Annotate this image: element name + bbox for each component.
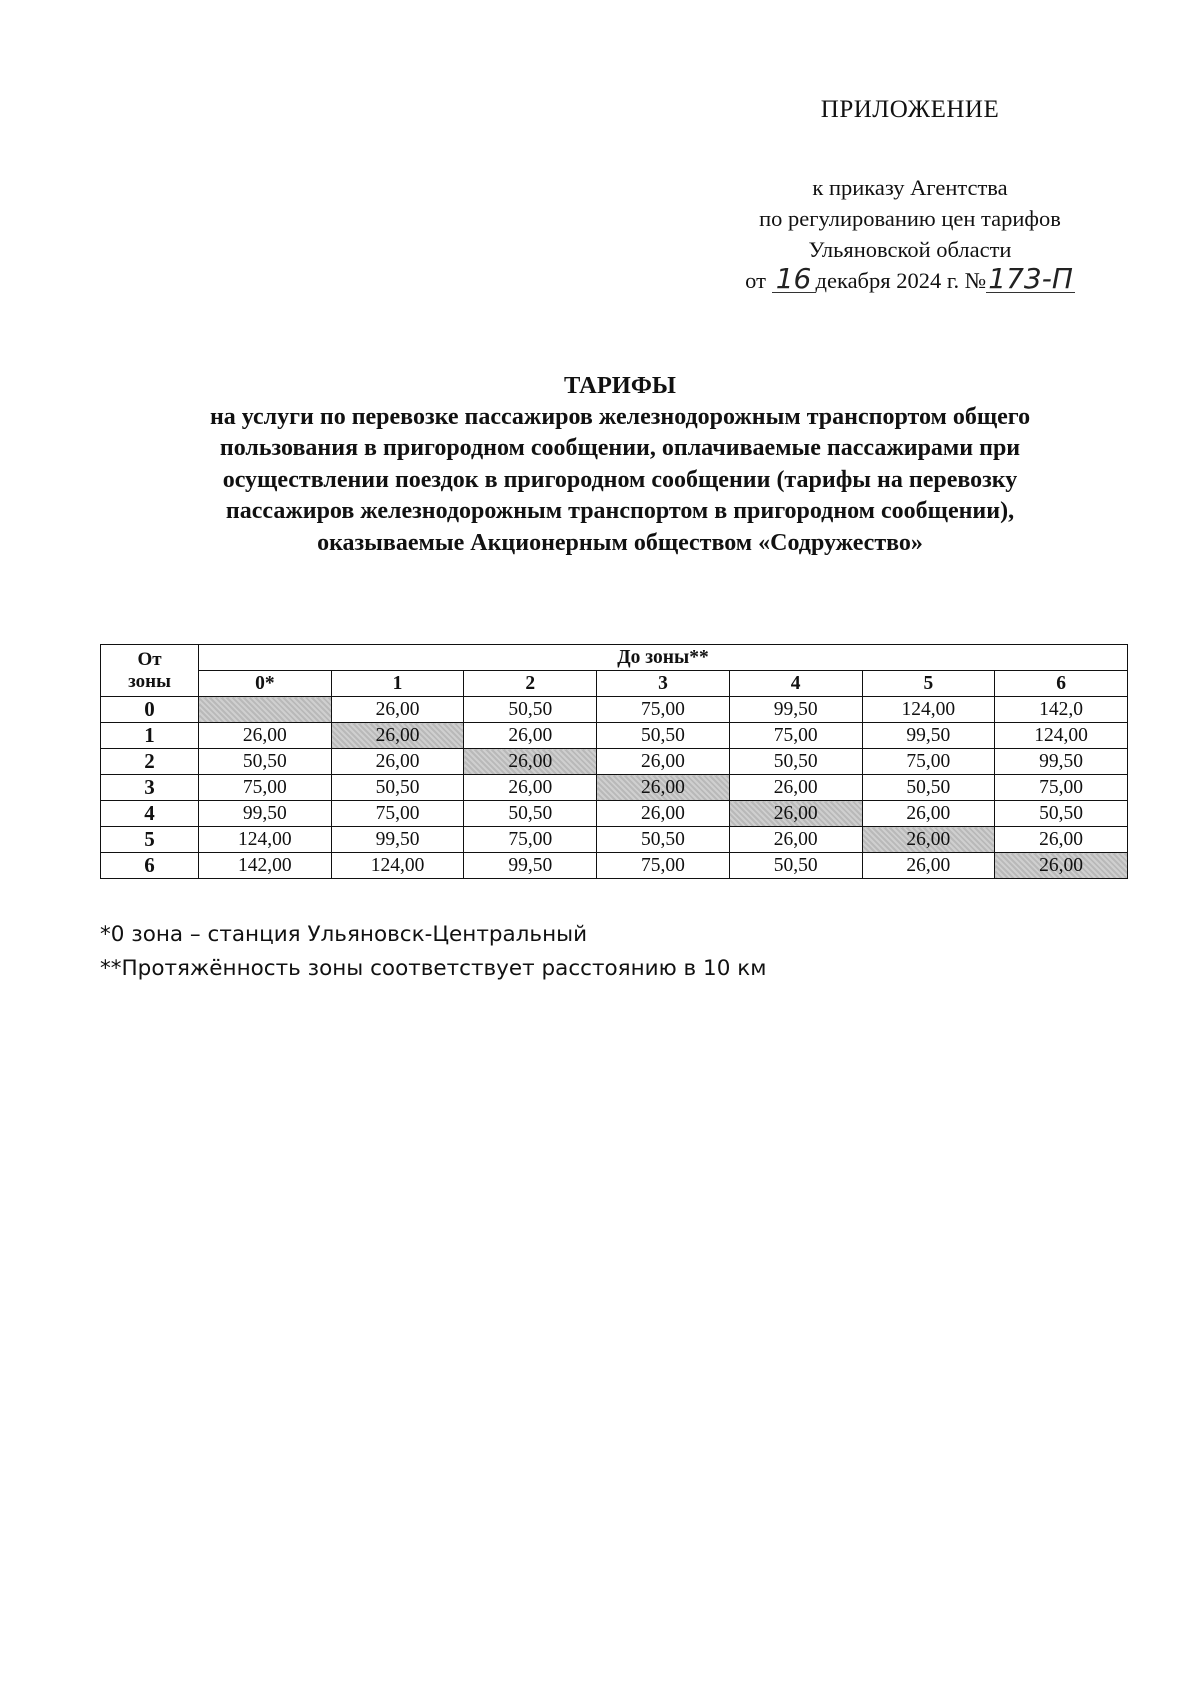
tariff-cell: 26,00: [464, 723, 597, 749]
handwritten-order-number: 173-П: [988, 262, 1073, 295]
row-zone-label: 5: [101, 827, 199, 853]
column-header: 2: [464, 671, 597, 697]
tariff-cell: 75,00: [199, 775, 332, 801]
tariff-cell: 99,50: [995, 749, 1128, 775]
to-zone-header: До зоны**: [199, 645, 1128, 671]
column-header: 4: [729, 671, 862, 697]
tariff-cell: 26,00: [995, 853, 1128, 879]
tariff-cell: 26,00: [729, 801, 862, 827]
row-zone-label: 2: [101, 749, 199, 775]
tariff-cell: 50,50: [729, 749, 862, 775]
tariff-cell: 50,50: [597, 827, 730, 853]
tariff-cell: 26,00: [729, 775, 862, 801]
tariff-cell: 142,00: [199, 853, 332, 879]
order-line-3: Ульяновской области: [808, 237, 1012, 262]
tariff-cell: 26,00: [862, 827, 995, 853]
tariff-table: [100, 644, 1128, 879]
tariff-cell: 26,00: [464, 775, 597, 801]
table-row: [101, 853, 1128, 879]
tariff-cell: 75,00: [597, 697, 730, 723]
tariff-cell: 50,50: [199, 749, 332, 775]
tariff-cell: 26,00: [331, 697, 464, 723]
tariff-cell: 50,50: [729, 853, 862, 879]
column-header: 3: [597, 671, 730, 697]
title-line-3: осуществлении поездок в пригородном сообщении (тарифы на перевозку: [222, 466, 1018, 493]
tariff-cell: 50,50: [464, 801, 597, 827]
row-zone-label: 4: [101, 801, 199, 827]
tariff-cell: 99,50: [331, 827, 464, 853]
title-main: ТАРИФЫ: [564, 372, 676, 399]
tariff-cell: 99,50: [862, 723, 995, 749]
date-prefix: от: [745, 268, 766, 293]
appendix-title: ПРИЛОЖЕНИЕ: [820, 96, 1000, 123]
document-title: [120, 370, 1120, 559]
order-reference: [690, 172, 1130, 296]
column-header: 5: [862, 671, 995, 697]
tariff-cell: 50,50: [995, 801, 1128, 827]
tariff-cell: 75,00: [597, 853, 730, 879]
date-rest: декабря 2024 г. №: [815, 268, 987, 293]
tariff-cell: 124,00: [862, 697, 995, 723]
tariff-cell: 26,00: [597, 775, 730, 801]
tariff-cell: 75,00: [995, 775, 1128, 801]
from-zone-header: [101, 645, 199, 697]
order-line-1: к приказу Агентства: [812, 175, 1008, 200]
tariff-cell: 142,0: [995, 697, 1128, 723]
column-header: 1: [331, 671, 464, 697]
order-date-line: [690, 262, 1130, 296]
tariff-cell: 26,00: [729, 827, 862, 853]
handwritten-day: 16: [772, 266, 816, 293]
tariff-cell: 75,00: [729, 723, 862, 749]
tariff-cell: 50,50: [464, 697, 597, 723]
tariff-cell: 50,50: [331, 775, 464, 801]
title-line-2: пользования в пригородном сообщении, оплачиваемые пассажирами при: [219, 435, 1021, 461]
title-line-4: пассажиров железнодорожным транспортом в пригородном сообщении),: [225, 498, 1015, 524]
tariff-cell: 26,00: [331, 749, 464, 775]
order-line-2: по регулированию цен тарифов: [759, 206, 1061, 231]
from-header-line-2: зоны: [128, 670, 171, 692]
row-zone-label: 0: [101, 697, 199, 723]
tariff-cell: 26,00: [331, 723, 464, 749]
tariff-cell: 75,00: [331, 801, 464, 827]
table-row: [101, 775, 1128, 801]
tariff-cell: 50,50: [597, 723, 730, 749]
tariff-cell: 26,00: [995, 827, 1128, 853]
title-line-1: на услуги по перевозке пассажиров железнодорожным транспортом общего: [209, 403, 1031, 430]
table-row: [101, 697, 1128, 723]
footnote-zero-zone: *0 зона – станция Ульяновск-Центральный: [100, 922, 588, 947]
footnotes: [100, 918, 1100, 986]
tariff-cell: 99,50: [464, 853, 597, 879]
from-header-line-1: От: [137, 648, 162, 670]
tariff-cell: 124,00: [995, 723, 1128, 749]
tariff-cell: 26,00: [199, 723, 332, 749]
tariff-cell: 75,00: [464, 827, 597, 853]
tariff-cell: 124,00: [199, 827, 332, 853]
tariff-cell: 99,50: [199, 801, 332, 827]
column-header: 0*: [199, 671, 332, 697]
table-row: [101, 723, 1128, 749]
column-header-row: [101, 671, 1128, 697]
tariff-cell: 26,00: [862, 801, 995, 827]
table-row: [101, 801, 1128, 827]
tariff-cell: 99,50: [729, 697, 862, 723]
tariff-cell: 50,50: [862, 775, 995, 801]
tariff-cell: 26,00: [597, 749, 730, 775]
row-zone-label: 6: [101, 853, 199, 879]
tariff-cell: 26,00: [862, 853, 995, 879]
tariff-cell: 26,00: [597, 801, 730, 827]
table-row: [101, 827, 1128, 853]
tariff-cell: 124,00: [331, 853, 464, 879]
row-zone-label: 1: [101, 723, 199, 749]
row-zone-label: 3: [101, 775, 199, 801]
title-line-5: оказываемые Акционерным обществом «Содружество»: [317, 529, 923, 556]
tariff-cell: 75,00: [862, 749, 995, 775]
tariff-cell: 26,00: [464, 749, 597, 775]
footnote-zone-length: **Протяжённость зоны соответствует расстоянию в 10 км: [100, 956, 767, 981]
table-row: [101, 749, 1128, 775]
tariff-cell: [199, 697, 332, 723]
column-header: 6: [995, 671, 1128, 697]
